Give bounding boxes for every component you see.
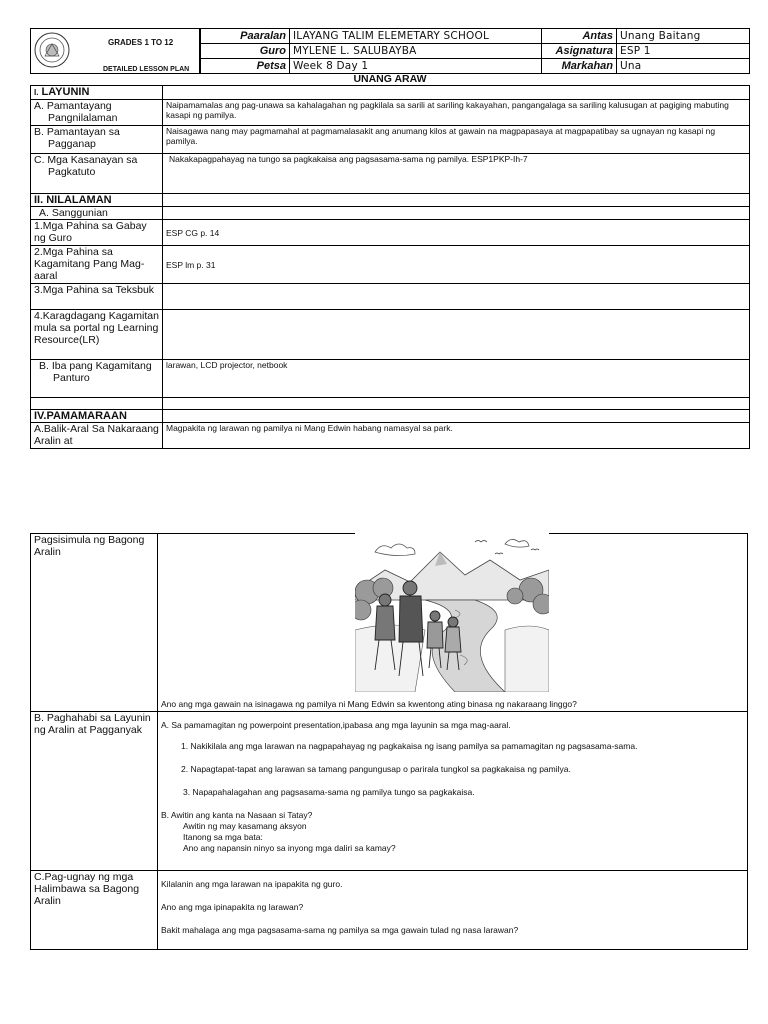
- value-asignatura: ESP 1: [617, 44, 750, 59]
- text-pamantayang-pangnilalaman: Naipamamalas ang pag-unawa sa kahalagahan ng pagkilala sa sarili at sariling kakayahan, pangangalaga sa sariling kalusugan at pagiging mabuting kasapi ng pamilya.: [163, 100, 750, 126]
- value-antas: Unang Baitang: [617, 29, 750, 44]
- teksbuk-empty: [163, 284, 750, 310]
- day-title: UNANG ARAW: [353, 73, 427, 85]
- text-pagsisimula-question: Ano ang mga gawain na isinagawa ng pamilya ni Mang Edwin sa kwentong ating binasa ng nakaraang linggo?: [161, 699, 577, 709]
- karagdagang-empty: [163, 310, 750, 360]
- value-markahan: Una: [617, 59, 750, 74]
- family-picture: [355, 530, 549, 692]
- label-sanggunian: A. Sanggunian: [31, 207, 163, 220]
- label-iba-pang-kagamitan: B. Iba pang Kagamitang Panturo: [31, 360, 163, 398]
- pamamaraan-empty: [163, 410, 750, 423]
- label-teksbuk: 3.Mga Pahina sa Teksbuk: [31, 284, 163, 310]
- label-pamantayan-pagganap: B. Pamantayan sa Pagganap: [31, 126, 163, 154]
- label-kasanayan-pagkatuto: C. Mga Kasanayan sa Pagkatuto: [31, 154, 163, 194]
- sanggunian-empty: [163, 207, 750, 220]
- list-item: Kilalanin ang mga larawan na ipapakita ng guro.: [161, 879, 343, 889]
- label-markahan: Markahan: [542, 59, 617, 74]
- section-layunin: I. LAYUNIN: [31, 86, 163, 100]
- list-item: Bakit mahalaga ang mga pagsasama-sama ng pamilya sa mga gawain tulad ng nasa larawan?: [161, 925, 519, 935]
- cell-paghahabi: [158, 712, 748, 871]
- dlp-label: DETAILED LESSON PLAN: [103, 66, 190, 72]
- list-item: 1. Nakikilala ang mga larawan na nagpapahayag ng pagkakaisa ng isang pamilya sa pamamagitan ng pagsasama-sama.: [181, 741, 638, 751]
- nilalaman-empty: [163, 194, 750, 207]
- label-pagsisimula: Pagsisimula ng Bagong Aralin: [31, 534, 158, 712]
- spacer-empty-2: [163, 398, 750, 410]
- list-item: Ano ang napansin ninyo sa inyong mga daliri sa kamay?: [183, 843, 396, 853]
- value-paaralan: ILAYANG TALIM ELEMETARY SCHOOL: [290, 29, 542, 44]
- label-gabay-guro: 1.Mga Pahina sa Gabay ng Guro: [31, 220, 163, 246]
- label-pamantayang-pangnilalaman: A. Pamantayang Pangnilalaman: [31, 100, 163, 126]
- label-guro: Guro: [201, 44, 290, 59]
- lesson-table-top: [30, 85, 750, 449]
- label-balik-aral: A.Balik-Aral Sa Nakaraang Aralin at: [31, 423, 163, 449]
- layunin-empty: [163, 86, 750, 100]
- text-paghahabi-a: A. Sa pamamagitan ng powerpoint presentation,ipabasa ang mga layunin sa mga mag-aaral.: [161, 720, 511, 730]
- text-paghahabi-b: B. Awitin ang kanta na Nasaan si Tatay?: [161, 810, 313, 820]
- text-gabay-guro: ESP CG p. 14: [163, 220, 750, 246]
- label-petsa: Petsa: [201, 59, 290, 74]
- list-item: Awitin ng may kasamang aksyon: [183, 821, 307, 831]
- label-asignatura: Asignatura: [542, 44, 617, 59]
- list-item: 2. Napagtapat-tapat ang larawan sa tamang pangungusap o parirala tungkol sa pagkakaisa ng pamilya.: [181, 764, 571, 774]
- list-item: 3. Napapahalagahan ang pagsasama-sama ng pamilya tungo sa pagkakaisa.: [183, 787, 475, 797]
- label-antas: Antas: [542, 29, 617, 44]
- cell-pag-ugnay: [158, 871, 748, 950]
- spacer-empty: [31, 398, 163, 410]
- deped-seal-icon: [33, 31, 71, 69]
- value-guro: MYLENE L. SALUBAYBA: [290, 44, 542, 59]
- list-item: Itanong sa mga bata:: [183, 832, 263, 842]
- header-info-table: [200, 28, 750, 74]
- text-iba-pang-kagamitan: larawan, LCD projector, netbook: [163, 360, 750, 398]
- text-kasanayan-pagkatuto: Nakakapagpahayag na tungo sa pagkakaisa ang pagsasama-sama ng pamilya. ESP1PKP-Ih-7: [163, 154, 750, 194]
- grades-label: GRADES 1 TO 12: [108, 38, 174, 47]
- label-karagdagang-kagamitan: 4.Karagdagang Kagamitan mula sa portal ng Learning Resource(LR): [31, 310, 163, 360]
- text-kagamitang-mag-aaral: ESP lm p. 31: [163, 246, 750, 284]
- label-pag-ugnay: C.Pag-ugnay ng mga Halimbawa sa Bagong Aralin: [31, 871, 158, 950]
- label-kagamitang-mag-aaral: 2.Mga Pahina sa Kagamitang Pang Mag-aaral: [31, 246, 163, 284]
- value-petsa: Week 8 Day 1: [290, 59, 542, 74]
- label-paaralan: Paaralan: [201, 29, 290, 44]
- text-pamantayan-pagganap: Naisagawa nang may pagmamahal at pagmamalasakit ang anumang kilos at gawain na magpapasaya at magpapatibay sa ugnayan ng kasapi ng pamilya.: [163, 126, 750, 154]
- section-pamamaraan: IV.PAMAMARAAN: [31, 410, 163, 423]
- text-balik-aral: Magpakita ng larawan ng pamilya ni Mang Edwin habang namasyal sa park.: [163, 423, 750, 449]
- label-paghahabi: B. Paghahabi sa Layunin ng Aralin at Pagganyak: [31, 712, 158, 871]
- section-nilalaman: II. NILALAMAN: [31, 194, 163, 207]
- list-item: Ano ang mga ipinapakita ng larawan?: [161, 902, 304, 912]
